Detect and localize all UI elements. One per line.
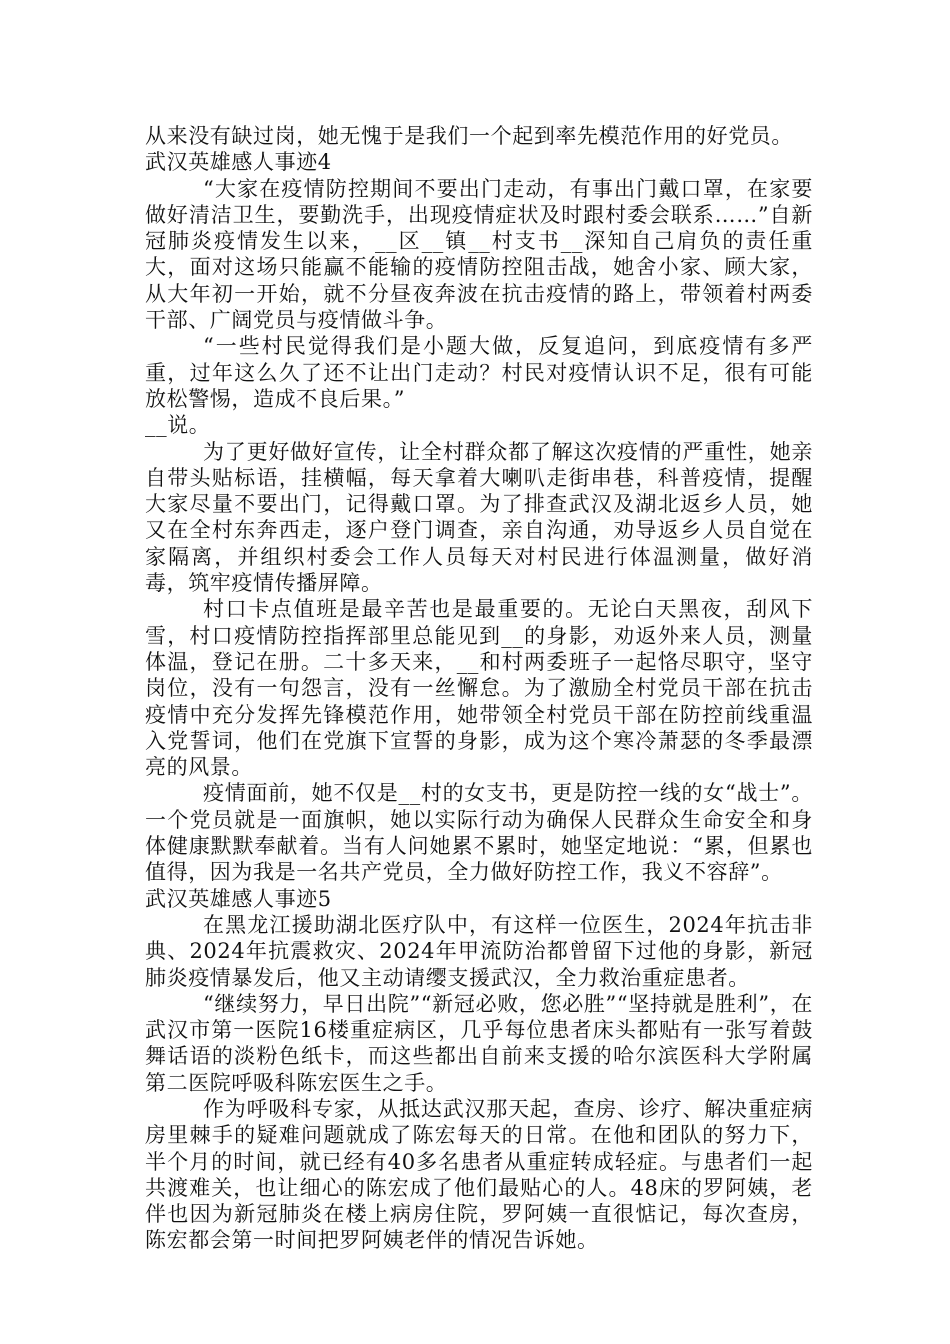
paragraph: 为了更好做好宣传，让全村群众都了解这次疫情的严重性，她亲自带头贴标语，挂横幅，每天拿着大喇叭走街串巷，科普疫情，提醒大家尽量不要出门，记得戴口罩。为了排查武汉及湖北返乡人员，她又在全村东奔西走，逐户登门调查，亲自沟通，劝导返乡人员自觉在家隔离，并组织村委会工作人员每天对村民进行体温测量，做好消毒，筑牢疫情传播屏障。 bbox=[145, 439, 813, 596]
document-body bbox=[145, 123, 813, 1254]
paragraph: “一些村民觉得我们是小题大做，反复追问，到底疫情有多严重，过年这么久了还不让出门走动？村民对疫情认识不足，很有可能放松警惕，造成不良后果。” bbox=[145, 334, 813, 411]
section-heading-4: 武汉英雄感人事迹4 bbox=[145, 150, 332, 175]
section-heading-5: 武汉英雄感人事迹5 bbox=[145, 886, 332, 911]
paragraph: 疫情面前，她不仅是__村的女支书，更是防控一线的女“战士”。一个党员就是一面旗帜，她以实际行动为确保人民群众生命安全和身体健康默默奉献着。当有人问她累不累时，她坚定地说：“累，但累也值得，因为我是一名共产党员，全力做好防控工作，我义不容辞”。 bbox=[145, 781, 813, 885]
paragraph: “大家在疫情防控期间不要出门走动，有事出门戴口罩，在家要做好清洁卫生，要勤洗手，出现疫情症状及时跟村委会联系……”自新冠肺炎疫情发生以来，__区__镇__村支书__深知自己肩负的责任重大，面对这场只能赢不能输的疫情防控阻击战，她舍小家、顾大家，从大年初一开始，就不分昼夜奔波在抗击疫情的路上，带领着村两委干部、广阔党员与疫情做斗争。 bbox=[145, 176, 813, 333]
paragraph: __说。 bbox=[145, 413, 211, 438]
paragraph: 村口卡点值班是最辛苦也是最重要的。无论白天黑夜，刮风下雪，村口疫情防控指挥部里总能见到__的身影，劝返外来人员，测量体温，登记在册。二十多天来，__和村两委班子一起恪尽职守，坚守岗位，没有一句怨言，没有一丝懈怠。为了激励全村党员干部在抗击疫情中充分发挥先锋模范作用，她带领全村党员干部在防控前线重温入党誓词，他们在党旗下宣誓的身影，成为这个寒冷萧瑟的冬季最漂亮的风景。 bbox=[145, 597, 813, 780]
paragraph-continuation: 从来没有缺过岗，她无愧于是我们一个起到率先模范作用的好党员。 bbox=[145, 124, 793, 148]
paragraph: 在黑龙江援助湖北医疗队中，有这样一位医生，2024年抗击非典、2024年抗震救灾、2024年甲流防治都曾留下过他的身影，新冠肺炎疫情暴发后，他又主动请缨支援武汉，全力救治重症患者。 bbox=[145, 912, 813, 990]
paragraph: “继续努力，早日出院”“新冠必败，您必胜”“坚持就是胜利”，在武汉市第一医院16楼重症病区，几乎每位患者床头都贴有一张写着鼓舞话语的淡粉色纸卡，而这些都出自前来支援的哈尔滨医科大学附属第二医院呼吸科陈宏医生之手。 bbox=[145, 991, 813, 1095]
paragraph: 作为呼吸科专家，从抵达武汉那天起，查房、诊疗、解决重症病房里棘手的疑难问题就成了陈宏每天的日常。在他和团队的努力下，半个月的时间，就已经有40多名患者从重症转成轻症。与患者们一起共渡难关，也让细心的陈宏成了他们最贴心的人。48床的罗阿姨，老伴也因为新冠肺炎在楼上病房住院，罗阿姨一直很惦记，每次查房，陈宏都会第一时间把罗阿姨老伴的情况告诉她。 bbox=[145, 1096, 813, 1253]
